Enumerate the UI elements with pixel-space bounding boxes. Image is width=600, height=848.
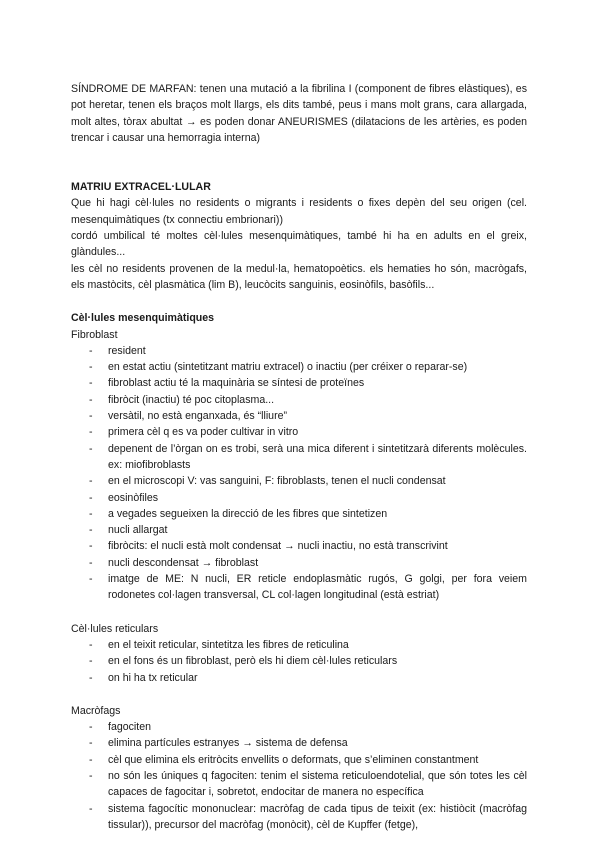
list-item: - primera cèl q es va poder cultivar in vitro — [71, 424, 527, 440]
list-item: - cèl que elimina els eritròcits envellits o deformats, que s’eliminen constantment — [71, 752, 527, 768]
list-item: - en el microscopi V: vas sanguini, F: fibroblasts, tenen el nucli condensat — [71, 473, 527, 489]
list-item: - fibroblast actiu té la maquinària se síntesi de proteïnes — [71, 375, 527, 391]
matriu-paragraph-3: les cèl no residents provenen de la medul·la, hematopoètics. els hematies ho són, macrògafs, els mastòcits, cèl plasmàtica (lim B), leucòcits sanguinis, eosinòfils, basòfils... — [71, 262, 527, 291]
list-item: - nucli allargat — [71, 522, 527, 538]
list-item: - imatge de ME: N nucli, ER reticle endoplasmàtic rugós, G golgi, per fora veiem rodonetes col·lagen transversal, CL col·lagen longitudinal (està estriat) — [71, 571, 527, 604]
list-item: - nucli descondensat → fibroblast — [71, 555, 527, 571]
reticulars-heading: Cèl·lules reticulars — [71, 622, 159, 635]
list-item: - eosinòfiles — [71, 490, 527, 506]
macrofags-list — [71, 719, 527, 833]
list-item: - resident — [71, 343, 527, 359]
fibroblast-list — [71, 343, 527, 604]
document-body — [71, 81, 527, 833]
matriu-paragraph-2: cordó umbilical té moltes cèl·lules mesenquimàtiques, també hi ha en adults en el greix, glàndules... — [71, 230, 527, 259]
list-item: - fibròcit (inactiu) té poc citoplasma... — [71, 392, 527, 408]
macrofags-heading: Macròfags — [71, 704, 121, 717]
list-item: - en el fons és un fibroblast, però els hi diem cèl·lules reticulars — [71, 653, 527, 669]
list-item: - elimina partícules estranyes → sistema de defensa — [71, 735, 527, 751]
list-item: - en estat actiu (sintetitzant matriu extracel) o inactiu (per créixer o reparar-se) — [71, 359, 527, 375]
matriu-heading: MATRIU EXTRACEL·LULAR — [71, 181, 211, 194]
list-item: - versàtil, no està enganxada, és “lliure” — [71, 408, 527, 424]
fibroblast-subheading: Fibroblast — [71, 328, 118, 341]
list-item: - en el teixit reticular, sintetitza les fibres de reticulina — [71, 637, 527, 653]
mesenquimatiques-heading: Cèl·lules mesenquimàtiques — [71, 312, 215, 325]
list-item: - fagociten — [71, 719, 527, 735]
marfan-paragraph: SÍNDROME DE MARFAN: tenen una mutació a la fibrilina I (component de fibres elàstiques), es pot heretar, tenen els braços molt llargs, els dits també, peus i mans molt grans, cara allargada, molt altes, tòrax abultat → es poden donar ANEURISMES (dilatacions de les artèries, es poden trencar i causar una hemorragia interna) — [71, 83, 527, 144]
list-item: - depenent de l’òrgan on es trobi, serà una mica diferent i sintetitzarà diferents molècules. ex: miofibroblasts — [71, 441, 527, 474]
list-item: - a vegades segueixen la direcció de les fibres que sintetizen — [71, 506, 527, 522]
matriu-paragraph-1: Que hi hagi cèl·lules no residents o migrants i residents o fixes depèn del seu origen (cel. mesenquimàtiques (tx connectiu embrionari)) — [71, 197, 527, 226]
list-item: - on hi ha tx reticular — [71, 670, 527, 686]
list-item: - sistema fagocític mononuclear: macròfag de cada tipus de teixit (ex: histiòcit (macròfag tissular)), precursor del macròfag (monòcit), cèl de Kupffer (fetge), — [71, 801, 527, 834]
list-item: - fibròcits: el nucli està molt condensat → nucli inactiu, no està transcrivint — [71, 538, 527, 554]
reticulars-list — [71, 637, 527, 686]
list-item: - no són les úniques q fagociten: tenim el sistema reticuloendotelial, que són totes les cèl capaces de fagocitar i, sobretot, endocitar de manera no específica — [71, 768, 527, 801]
